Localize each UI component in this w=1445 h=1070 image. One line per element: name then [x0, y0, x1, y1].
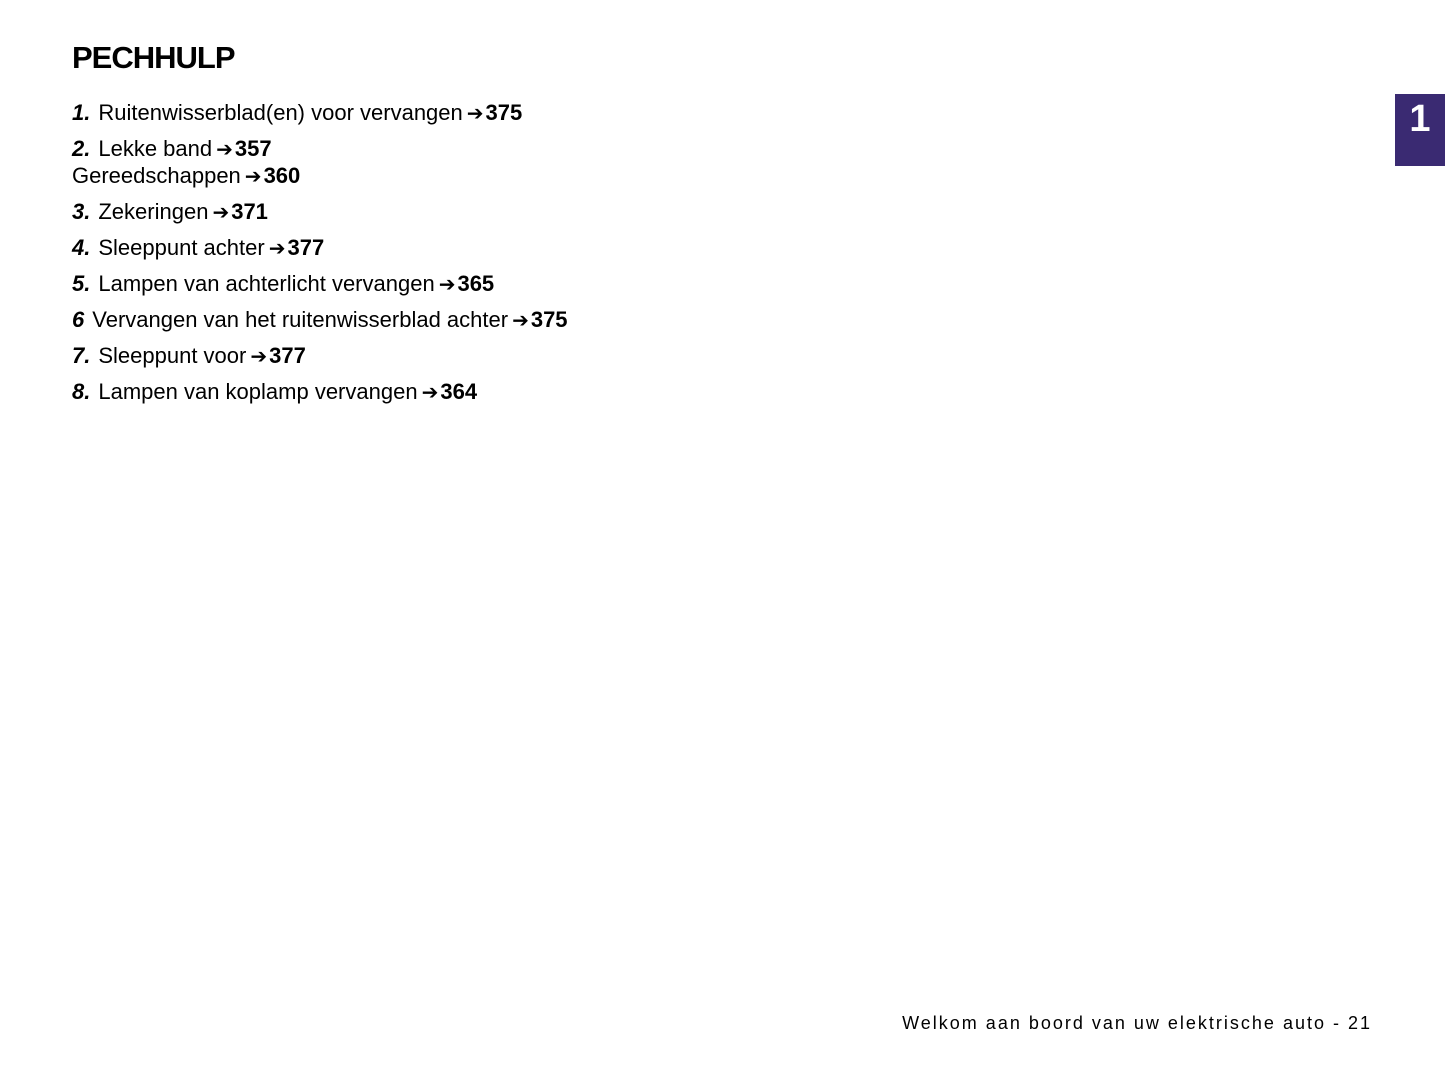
item-number: 4. — [72, 235, 91, 260]
page-title: PECHHULP — [72, 40, 235, 75]
list-item — [72, 343, 568, 370]
arrow-right-icon: ➔ — [421, 382, 439, 404]
item-number: 7. — [72, 343, 91, 368]
sub-item-text: Gereedschappen — [72, 163, 241, 188]
item-number: 2. — [72, 136, 91, 161]
list-item — [72, 307, 568, 334]
page-footer: Welkom aan boord van uw elektrische auto - 21 — [902, 1013, 1372, 1033]
breakdown-item-list — [72, 100, 568, 415]
page-reference[interactable]: 375 — [485, 100, 523, 125]
item-text: Zekeringen — [98, 199, 209, 224]
list-item — [72, 379, 568, 406]
item-number: 8. — [72, 379, 91, 404]
item-number: 6 — [72, 307, 85, 332]
page-reference[interactable]: 377 — [269, 343, 306, 368]
list-item — [72, 100, 568, 127]
list-item — [72, 199, 568, 226]
arrow-right-icon: ➔ — [438, 274, 456, 296]
item-number: 1. — [72, 100, 91, 125]
page-reference[interactable]: 360 — [263, 163, 301, 188]
item-text: Lampen van koplamp vervangen — [98, 379, 418, 404]
arrow-right-icon: ➔ — [512, 310, 529, 332]
arrow-right-icon: ➔ — [212, 202, 230, 224]
page-reference[interactable]: 371 — [231, 199, 268, 224]
chapter-tab: 1 — [1395, 94, 1445, 166]
item-text: Lampen van achterlicht vervangen — [98, 271, 435, 296]
item-number: 3. — [72, 199, 91, 224]
page-reference[interactable]: 357 — [234, 136, 272, 161]
item-number: 5. — [72, 271, 91, 296]
page-reference[interactable]: 364 — [440, 379, 478, 404]
item-text: Sleeppunt voor — [98, 343, 247, 368]
page-reference[interactable]: 375 — [530, 307, 568, 332]
arrow-right-icon: ➔ — [250, 346, 268, 368]
page-reference[interactable]: 377 — [287, 235, 325, 260]
arrow-right-icon: ➔ — [466, 103, 484, 125]
arrow-right-icon: ➔ — [216, 139, 233, 161]
arrow-right-icon: ➔ — [268, 238, 286, 260]
item-text: Ruitenwisserblad(en) voor vervangen — [98, 100, 463, 125]
item-text: Sleeppunt achter — [98, 235, 265, 260]
item-text: Lekke band — [98, 136, 213, 161]
list-item — [72, 271, 568, 298]
sub-item — [72, 163, 568, 190]
list-item — [72, 235, 568, 262]
list-item — [72, 136, 568, 190]
page-reference[interactable]: 365 — [457, 271, 495, 296]
item-text: Vervangen van het ruitenwisserblad achter — [92, 307, 509, 332]
arrow-right-icon: ➔ — [244, 166, 262, 188]
